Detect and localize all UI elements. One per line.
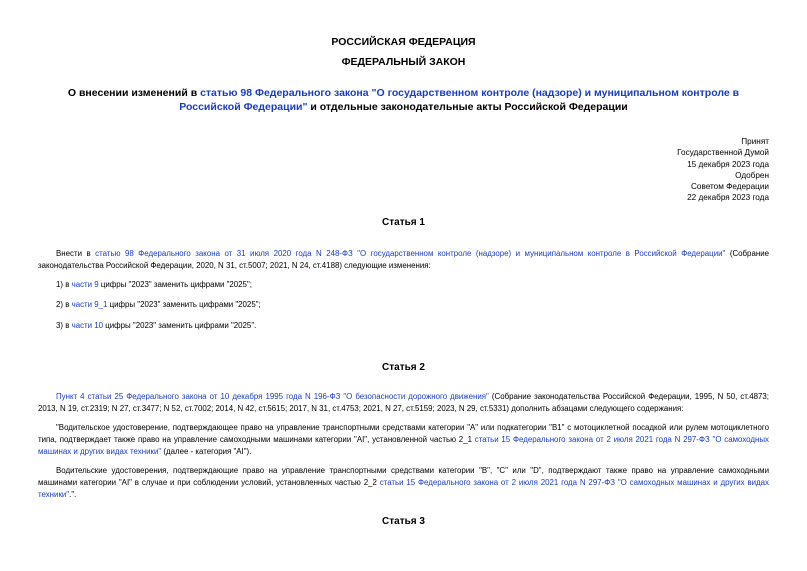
- quote-1-link[interactable]: статьи 15 Федерального закона от 2 июля 2021 года N 297-ФЗ "О самоходных машинах и других видах техники": [38, 435, 769, 457]
- article-3-heading: Статья 3: [382, 516, 425, 527]
- quote-2-prefix: Водительские удостоверения, подтверждающие право на управление транспортными средствами категории "B", "C" или "D", подтверждают также право на управление самоходными машинами категории "AI" в случае и при соблюдении условий, установленных частью 2_2: [38, 466, 769, 488]
- quote-1-prefix: "Водительское удостоверение, подтверждающее право на управление транспортными средствами категории "A" или подкатегории "B1" с мотоциклетной посадкой или рулем мотоциклетного типа, подтверждает также право на управление самоходными машинами категории "AI", установленной частью 2_1: [38, 423, 769, 445]
- article-1-item-2: [38, 299, 769, 311]
- item-prefix: 3) в: [56, 321, 72, 330]
- article-1-intro-suffix: (Собрание законодательства Российской Федерации, 2020, N 31, ст.5007; 2021, N 24, ст.4188) следующие изменения:: [38, 249, 769, 271]
- article-1-intro: [38, 248, 769, 272]
- law-title-suffix: и отдельные законодательные акты Российской Федерации: [307, 101, 628, 113]
- article-2-intro-link[interactable]: Пункт 4 статьи 25 Федерального закона от 10 декабря 1995 года N 196-ФЗ "О безопасности дорожного движения": [56, 392, 489, 401]
- article-1-heading: Статья 1: [382, 217, 425, 228]
- quote-2-link[interactable]: статьи 15 Федерального закона от 2 июля 2021 года N 297-ФЗ "О самоходных машинах и других видах техники": [38, 478, 769, 500]
- law-type-heading: ФЕДЕРАЛЬНЫЙ ЗАКОН: [341, 56, 466, 68]
- adoption-line: 15 декабря 2023 года: [687, 159, 769, 169]
- item-link[interactable]: части 9: [71, 280, 99, 289]
- item-suffix: цифры "2023" заменить цифрами "2025";: [98, 280, 252, 289]
- law-title-prefix: О внесении изменений в: [67, 87, 201, 99]
- law-title-link[interactable]: статью 98 Федерального закона "О государственном контроле (надзоре) и муниципальном контроле в Российской Федерации": [179, 87, 740, 113]
- article-1-item-3: [38, 320, 769, 332]
- adoption-line: Одобрен: [735, 170, 769, 180]
- adoption-block: [677, 136, 769, 204]
- article-2-quote-1: [38, 422, 769, 459]
- item-link[interactable]: части 9_1: [71, 300, 108, 309]
- quote-2-suffix: .".: [69, 490, 77, 500]
- item-suffix: цифры "2023" заменить цифрами "2025".: [103, 321, 257, 330]
- article-2-intro: [38, 391, 769, 415]
- item-prefix: 2) в: [56, 300, 72, 309]
- adoption-line: 22 декабря 2023 года: [687, 193, 769, 203]
- adoption-line: Советом Федерации: [691, 182, 769, 192]
- article-2-heading: Статья 2: [382, 362, 425, 373]
- article-2-intro-suffix: (Собрание законодательства Российской Федерации, 1995, N 50, ст.4873; 2013, N 19, ст.2319; N 27, ст.3477; N 52, ст.7002; 2014, N 42, ст.5615; 2017, N 31, ст.4753; 2021, N 27, ст.5159; 2023, N 29, ст.5331) дополнить абзацами следующего содержания:: [38, 392, 769, 414]
- article-1-intro-link[interactable]: статью 98 Федерального закона от 31 июля 2020 года N 248-ФЗ "О государственном контроле (надзоре) и муниципальном контроле в Российской Федерации": [95, 249, 726, 258]
- law-title: [40, 86, 767, 114]
- item-suffix: цифры "2023" заменить цифрами "2025";: [107, 300, 261, 309]
- article-1-item-1: [38, 279, 769, 291]
- article-1-intro-prefix: Внести в: [56, 249, 96, 258]
- item-link[interactable]: части 10: [71, 321, 104, 330]
- adoption-line: Государственной Думой: [677, 148, 769, 158]
- country-heading: РОССИЙСКАЯ ФЕДЕРАЦИЯ: [331, 36, 476, 48]
- adoption-line: Принят: [741, 137, 769, 146]
- item-prefix: 1) в: [56, 280, 72, 289]
- quote-1-suffix: (далее - категория "AI").: [161, 447, 252, 457]
- article-2-quote-2: [38, 465, 769, 502]
